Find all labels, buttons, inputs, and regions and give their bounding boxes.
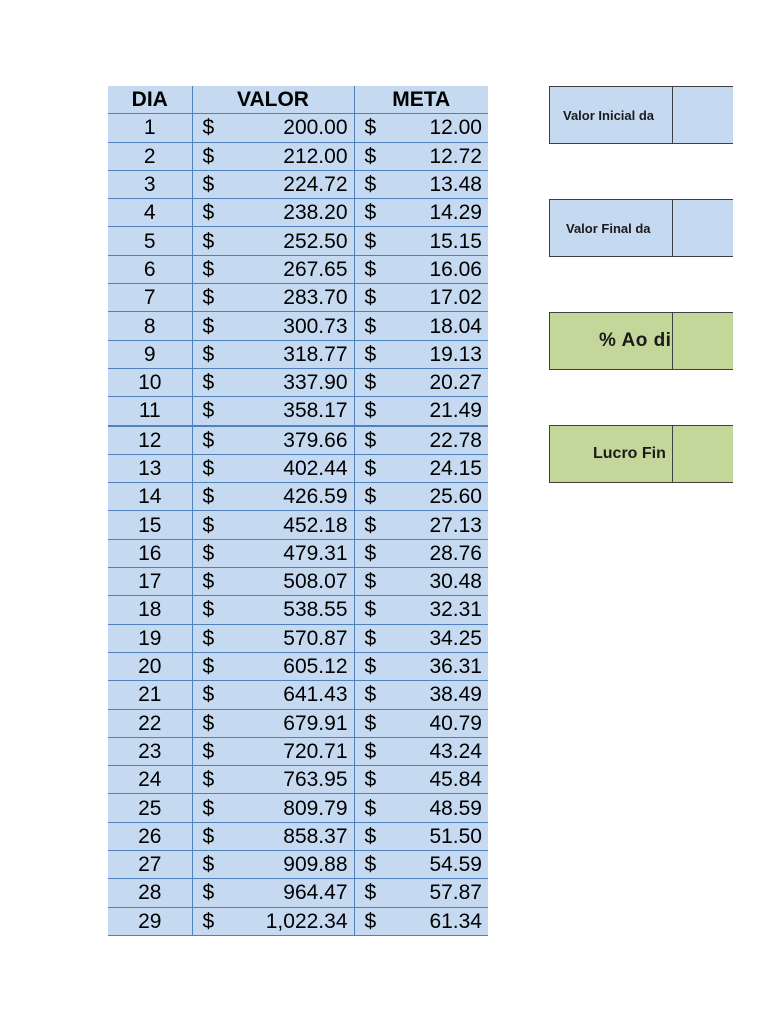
currency-symbol: $ [202, 541, 215, 565]
table-row [108, 340, 488, 368]
dia-cell[interactable]: 12 [108, 426, 192, 455]
valor-amount: 452.18 [283, 513, 348, 537]
dia-cell[interactable]: 4 [108, 199, 192, 227]
header-meta[interactable]: META [354, 86, 488, 114]
valor-cell[interactable] [192, 568, 354, 596]
table-row [108, 114, 488, 142]
meta-amount: 18.04 [429, 314, 482, 338]
dia-cell[interactable]: 14 [108, 483, 192, 511]
dia-cell[interactable]: 7 [108, 284, 192, 312]
cell-divider [672, 87, 673, 143]
meta-amount: 54.59 [429, 853, 482, 877]
dia-cell[interactable]: 8 [108, 312, 192, 340]
meta-cell[interactable] [354, 284, 488, 312]
meta-cell[interactable] [354, 794, 488, 822]
valor-cell[interactable] [192, 737, 354, 765]
meta-amount: 45.84 [429, 768, 482, 792]
dia-cell[interactable]: 29 [108, 907, 192, 935]
meta-cell[interactable] [354, 312, 488, 340]
meta-amount: 14.29 [429, 201, 482, 225]
currency-symbol: $ [202, 683, 215, 707]
daily-goal-table [108, 86, 488, 936]
meta-cell[interactable] [354, 397, 488, 426]
currency-symbol: $ [202, 711, 215, 735]
table-row [108, 539, 488, 567]
valor-cell[interactable] [192, 227, 354, 255]
valor-final-label: Valor Final da [566, 220, 651, 236]
meta-cell[interactable] [354, 737, 488, 765]
currency-symbol: $ [364, 739, 377, 763]
lucro-final-card[interactable] [549, 425, 733, 483]
dia-cell[interactable]: 22 [108, 709, 192, 737]
valor-amount: 318.77 [283, 342, 348, 366]
dia-cell[interactable]: 17 [108, 568, 192, 596]
valor-amount: 809.79 [283, 796, 348, 820]
dia-cell[interactable]: 23 [108, 737, 192, 765]
currency-symbol: $ [202, 824, 215, 848]
table-row [108, 794, 488, 822]
lucro-final-label: Lucro Fin [593, 445, 666, 462]
meta-amount: 43.24 [429, 739, 482, 763]
meta-amount: 38.49 [429, 683, 482, 707]
dia-cell[interactable]: 2 [108, 142, 192, 170]
meta-cell[interactable] [354, 170, 488, 198]
valor-amount: 679.91 [283, 711, 348, 735]
currency-symbol: $ [202, 881, 215, 905]
currency-symbol: $ [364, 626, 377, 650]
valor-amount: 252.50 [283, 229, 348, 253]
meta-amount: 28.76 [429, 541, 482, 565]
valor-cell[interactable] [192, 142, 354, 170]
dia-cell[interactable]: 16 [108, 539, 192, 567]
currency-symbol: $ [202, 173, 215, 197]
valor-amount: 964.47 [283, 881, 348, 905]
table-row [108, 199, 488, 227]
currency-symbol: $ [364, 541, 377, 565]
currency-symbol: $ [364, 909, 377, 933]
dia-cell[interactable]: 3 [108, 170, 192, 198]
valor-amount: 605.12 [283, 655, 348, 679]
valor-cell[interactable] [192, 397, 354, 426]
meta-cell[interactable] [354, 368, 488, 396]
meta-cell[interactable] [354, 851, 488, 879]
currency-symbol: $ [202, 739, 215, 763]
meta-cell[interactable] [354, 624, 488, 652]
currency-symbol: $ [364, 683, 377, 707]
currency-symbol: $ [202, 513, 215, 537]
dia-cell[interactable]: 27 [108, 851, 192, 879]
currency-symbol: $ [202, 457, 215, 480]
valor-cell[interactable] [192, 170, 354, 198]
valor-amount: 379.66 [283, 428, 348, 452]
valor-cell[interactable] [192, 539, 354, 567]
valor-amount: 212.00 [283, 144, 348, 168]
currency-symbol: $ [202, 342, 215, 366]
currency-symbol: $ [202, 796, 215, 820]
dia-cell[interactable]: 13 [108, 454, 192, 482]
currency-symbol: $ [364, 485, 377, 509]
meta-cell[interactable] [354, 511, 488, 539]
currency-symbol: $ [364, 711, 377, 735]
valor-cell[interactable] [192, 596, 354, 624]
valor-final-card[interactable] [549, 199, 733, 257]
dia-cell[interactable]: 15 [108, 511, 192, 539]
table-row [108, 709, 488, 737]
table-row [108, 255, 488, 283]
currency-symbol: $ [364, 428, 377, 452]
currency-symbol: $ [202, 485, 215, 509]
meta-cell[interactable] [354, 255, 488, 283]
valor-cell[interactable] [192, 709, 354, 737]
meta-cell[interactable] [354, 483, 488, 511]
valor-amount: 300.73 [283, 314, 348, 338]
valor-amount: 858.37 [283, 824, 348, 848]
valor-cell[interactable] [192, 681, 354, 709]
lucro-final-value-cell[interactable] [672, 426, 733, 482]
currency-symbol: $ [202, 655, 215, 679]
meta-amount: 22.78 [429, 428, 482, 452]
currency-symbol: $ [202, 428, 215, 452]
valor-cell[interactable] [192, 284, 354, 312]
table-row [108, 511, 488, 539]
cell-divider [672, 426, 673, 482]
currency-symbol: $ [364, 796, 377, 820]
valor-amount: 508.07 [283, 570, 348, 594]
dia-cell[interactable]: 24 [108, 766, 192, 794]
currency-symbol: $ [364, 342, 377, 366]
meta-cell[interactable] [354, 114, 488, 142]
meta-amount: 57.87 [429, 881, 482, 905]
meta-amount: 24.15 [429, 457, 482, 480]
valor-final-value-cell[interactable] [672, 200, 733, 256]
valor-cell[interactable] [192, 879, 354, 907]
table-row [108, 142, 488, 170]
currency-symbol: $ [364, 598, 377, 622]
valor-amount: 720.71 [283, 739, 348, 763]
valor-cell[interactable] [192, 255, 354, 283]
valor-amount: 224.72 [283, 173, 348, 197]
currency-symbol: $ [202, 626, 215, 650]
meta-amount: 12.00 [429, 116, 482, 140]
meta-cell[interactable] [354, 539, 488, 567]
currency-symbol: $ [364, 229, 377, 253]
currency-symbol: $ [364, 201, 377, 225]
valor-cell[interactable] [192, 483, 354, 511]
percent-ao-dia-value-cell[interactable] [672, 313, 733, 369]
currency-symbol: $ [364, 314, 377, 338]
meta-cell[interactable] [354, 142, 488, 170]
dia-cell[interactable]: 21 [108, 681, 192, 709]
valor-cell[interactable] [192, 511, 354, 539]
cell-divider [672, 313, 673, 369]
table-row [108, 426, 488, 455]
currency-symbol: $ [202, 229, 215, 253]
currency-symbol: $ [364, 853, 377, 877]
table-row [108, 483, 488, 511]
valor-amount: 238.20 [283, 201, 348, 225]
table-row [108, 170, 488, 198]
currency-symbol: $ [202, 314, 215, 338]
meta-cell[interactable] [354, 652, 488, 680]
valor-cell[interactable] [192, 766, 354, 794]
valor-cell[interactable] [192, 426, 354, 455]
valor-amount: 200.00 [283, 116, 348, 140]
meta-cell[interactable] [354, 766, 488, 794]
currency-symbol: $ [364, 371, 377, 395]
table-row [108, 454, 488, 482]
dia-cell[interactable]: 18 [108, 596, 192, 624]
meta-amount: 36.31 [429, 655, 482, 679]
percent-ao-dia-card[interactable] [549, 312, 733, 370]
valor-inicial-card[interactable] [549, 86, 733, 144]
currency-symbol: $ [202, 144, 215, 168]
dia-cell[interactable]: 28 [108, 879, 192, 907]
table-row [108, 227, 488, 255]
currency-symbol: $ [364, 881, 377, 905]
dia-cell[interactable]: 11 [108, 397, 192, 426]
table-row [108, 907, 488, 935]
dia-cell[interactable]: 6 [108, 255, 192, 283]
meta-cell[interactable] [354, 681, 488, 709]
table-row [108, 596, 488, 624]
valor-cell[interactable] [192, 114, 354, 142]
valor-cell[interactable] [192, 851, 354, 879]
dia-cell[interactable]: 25 [108, 794, 192, 822]
table-row [108, 879, 488, 907]
dia-cell[interactable]: 9 [108, 340, 192, 368]
table-row [108, 737, 488, 765]
table-row [108, 624, 488, 652]
valor-amount: 283.70 [283, 286, 348, 310]
valor-cell[interactable] [192, 624, 354, 652]
currency-symbol: $ [364, 768, 377, 792]
dia-cell[interactable]: 10 [108, 368, 192, 396]
valor-inicial-value-cell[interactable] [672, 87, 733, 143]
meta-amount: 48.59 [429, 796, 482, 820]
valor-cell[interactable] [192, 312, 354, 340]
table-row [108, 568, 488, 596]
cell-divider [672, 200, 673, 256]
meta-amount: 17.02 [429, 286, 482, 310]
table-row [108, 397, 488, 426]
dia-cell[interactable]: 20 [108, 652, 192, 680]
currency-symbol: $ [364, 173, 377, 197]
meta-amount: 30.48 [429, 570, 482, 594]
meta-amount: 20.27 [429, 371, 482, 395]
meta-amount: 16.06 [429, 257, 482, 281]
currency-symbol: $ [202, 853, 215, 877]
meta-cell[interactable] [354, 199, 488, 227]
meta-amount: 21.49 [429, 399, 482, 423]
table-row [108, 652, 488, 680]
meta-amount: 19.13 [429, 342, 482, 366]
currency-symbol: $ [202, 257, 215, 281]
currency-symbol: $ [202, 116, 215, 140]
valor-amount: 570.87 [283, 626, 348, 650]
valor-cell[interactable] [192, 652, 354, 680]
dia-cell[interactable]: 26 [108, 822, 192, 850]
currency-symbol: $ [202, 768, 215, 792]
dia-cell[interactable]: 19 [108, 624, 192, 652]
table-row [108, 312, 488, 340]
dia-cell[interactable]: 5 [108, 227, 192, 255]
header-row [108, 86, 488, 114]
currency-symbol: $ [364, 824, 377, 848]
valor-cell[interactable] [192, 340, 354, 368]
currency-symbol: $ [364, 513, 377, 537]
valor-amount: 426.59 [283, 485, 348, 509]
meta-cell[interactable] [354, 822, 488, 850]
meta-cell[interactable] [354, 907, 488, 935]
meta-amount: 34.25 [429, 626, 482, 650]
valor-cell[interactable] [192, 794, 354, 822]
dia-cell[interactable]: 1 [108, 114, 192, 142]
valor-cell[interactable] [192, 199, 354, 227]
valor-amount: 909.88 [283, 853, 348, 877]
table-row [108, 368, 488, 396]
meta-cell[interactable] [354, 596, 488, 624]
meta-amount: 12.72 [429, 144, 482, 168]
meta-amount: 27.13 [429, 513, 482, 537]
meta-amount: 15.15 [429, 229, 482, 253]
valor-amount: 763.95 [283, 768, 348, 792]
currency-symbol: $ [202, 201, 215, 225]
meta-amount: 32.31 [429, 598, 482, 622]
currency-symbol: $ [202, 909, 215, 933]
table-row [108, 284, 488, 312]
valor-cell[interactable] [192, 454, 354, 482]
meta-amount: 40.79 [429, 711, 482, 735]
currency-symbol: $ [364, 116, 377, 140]
valor-cell[interactable] [192, 822, 354, 850]
meta-cell[interactable] [354, 879, 488, 907]
valor-inicial-label: Valor Inicial da [563, 107, 655, 123]
table-row [108, 766, 488, 794]
meta-amount: 25.60 [429, 485, 482, 509]
table-row [108, 822, 488, 850]
currency-symbol: $ [202, 598, 215, 622]
meta-cell[interactable] [354, 454, 488, 482]
header-dia[interactable]: DIA [108, 86, 192, 114]
valor-amount: 402.44 [283, 457, 348, 480]
currency-symbol: $ [202, 371, 215, 395]
meta-cell[interactable] [354, 568, 488, 596]
currency-symbol: $ [202, 399, 215, 423]
meta-cell[interactable] [354, 426, 488, 455]
table-row [108, 681, 488, 709]
currency-symbol: $ [364, 144, 377, 168]
currency-symbol: $ [202, 286, 215, 310]
currency-symbol: $ [364, 286, 377, 310]
header-valor[interactable]: VALOR [192, 86, 354, 114]
valor-amount: 358.17 [283, 399, 348, 423]
valor-cell[interactable] [192, 907, 354, 935]
meta-amount: 51.50 [429, 824, 482, 848]
valor-amount: 267.65 [283, 257, 348, 281]
meta-amount: 13.48 [429, 173, 482, 197]
currency-symbol: $ [364, 457, 377, 480]
meta-cell[interactable] [354, 709, 488, 737]
meta-amount: 61.34 [429, 909, 482, 933]
table-row [108, 851, 488, 879]
meta-cell[interactable] [354, 227, 488, 255]
currency-symbol: $ [364, 655, 377, 679]
valor-cell[interactable] [192, 368, 354, 396]
valor-amount: 337.90 [283, 371, 348, 395]
currency-symbol: $ [364, 257, 377, 281]
currency-symbol: $ [202, 570, 215, 594]
currency-symbol: $ [364, 399, 377, 423]
percent-ao-dia-label: % Ao di [599, 330, 672, 351]
valor-amount: 1,022.34 [265, 909, 348, 933]
valor-amount: 479.31 [283, 541, 348, 565]
currency-symbol: $ [364, 570, 377, 594]
valor-amount: 538.55 [283, 598, 348, 622]
meta-cell[interactable] [354, 340, 488, 368]
valor-amount: 641.43 [283, 683, 348, 707]
